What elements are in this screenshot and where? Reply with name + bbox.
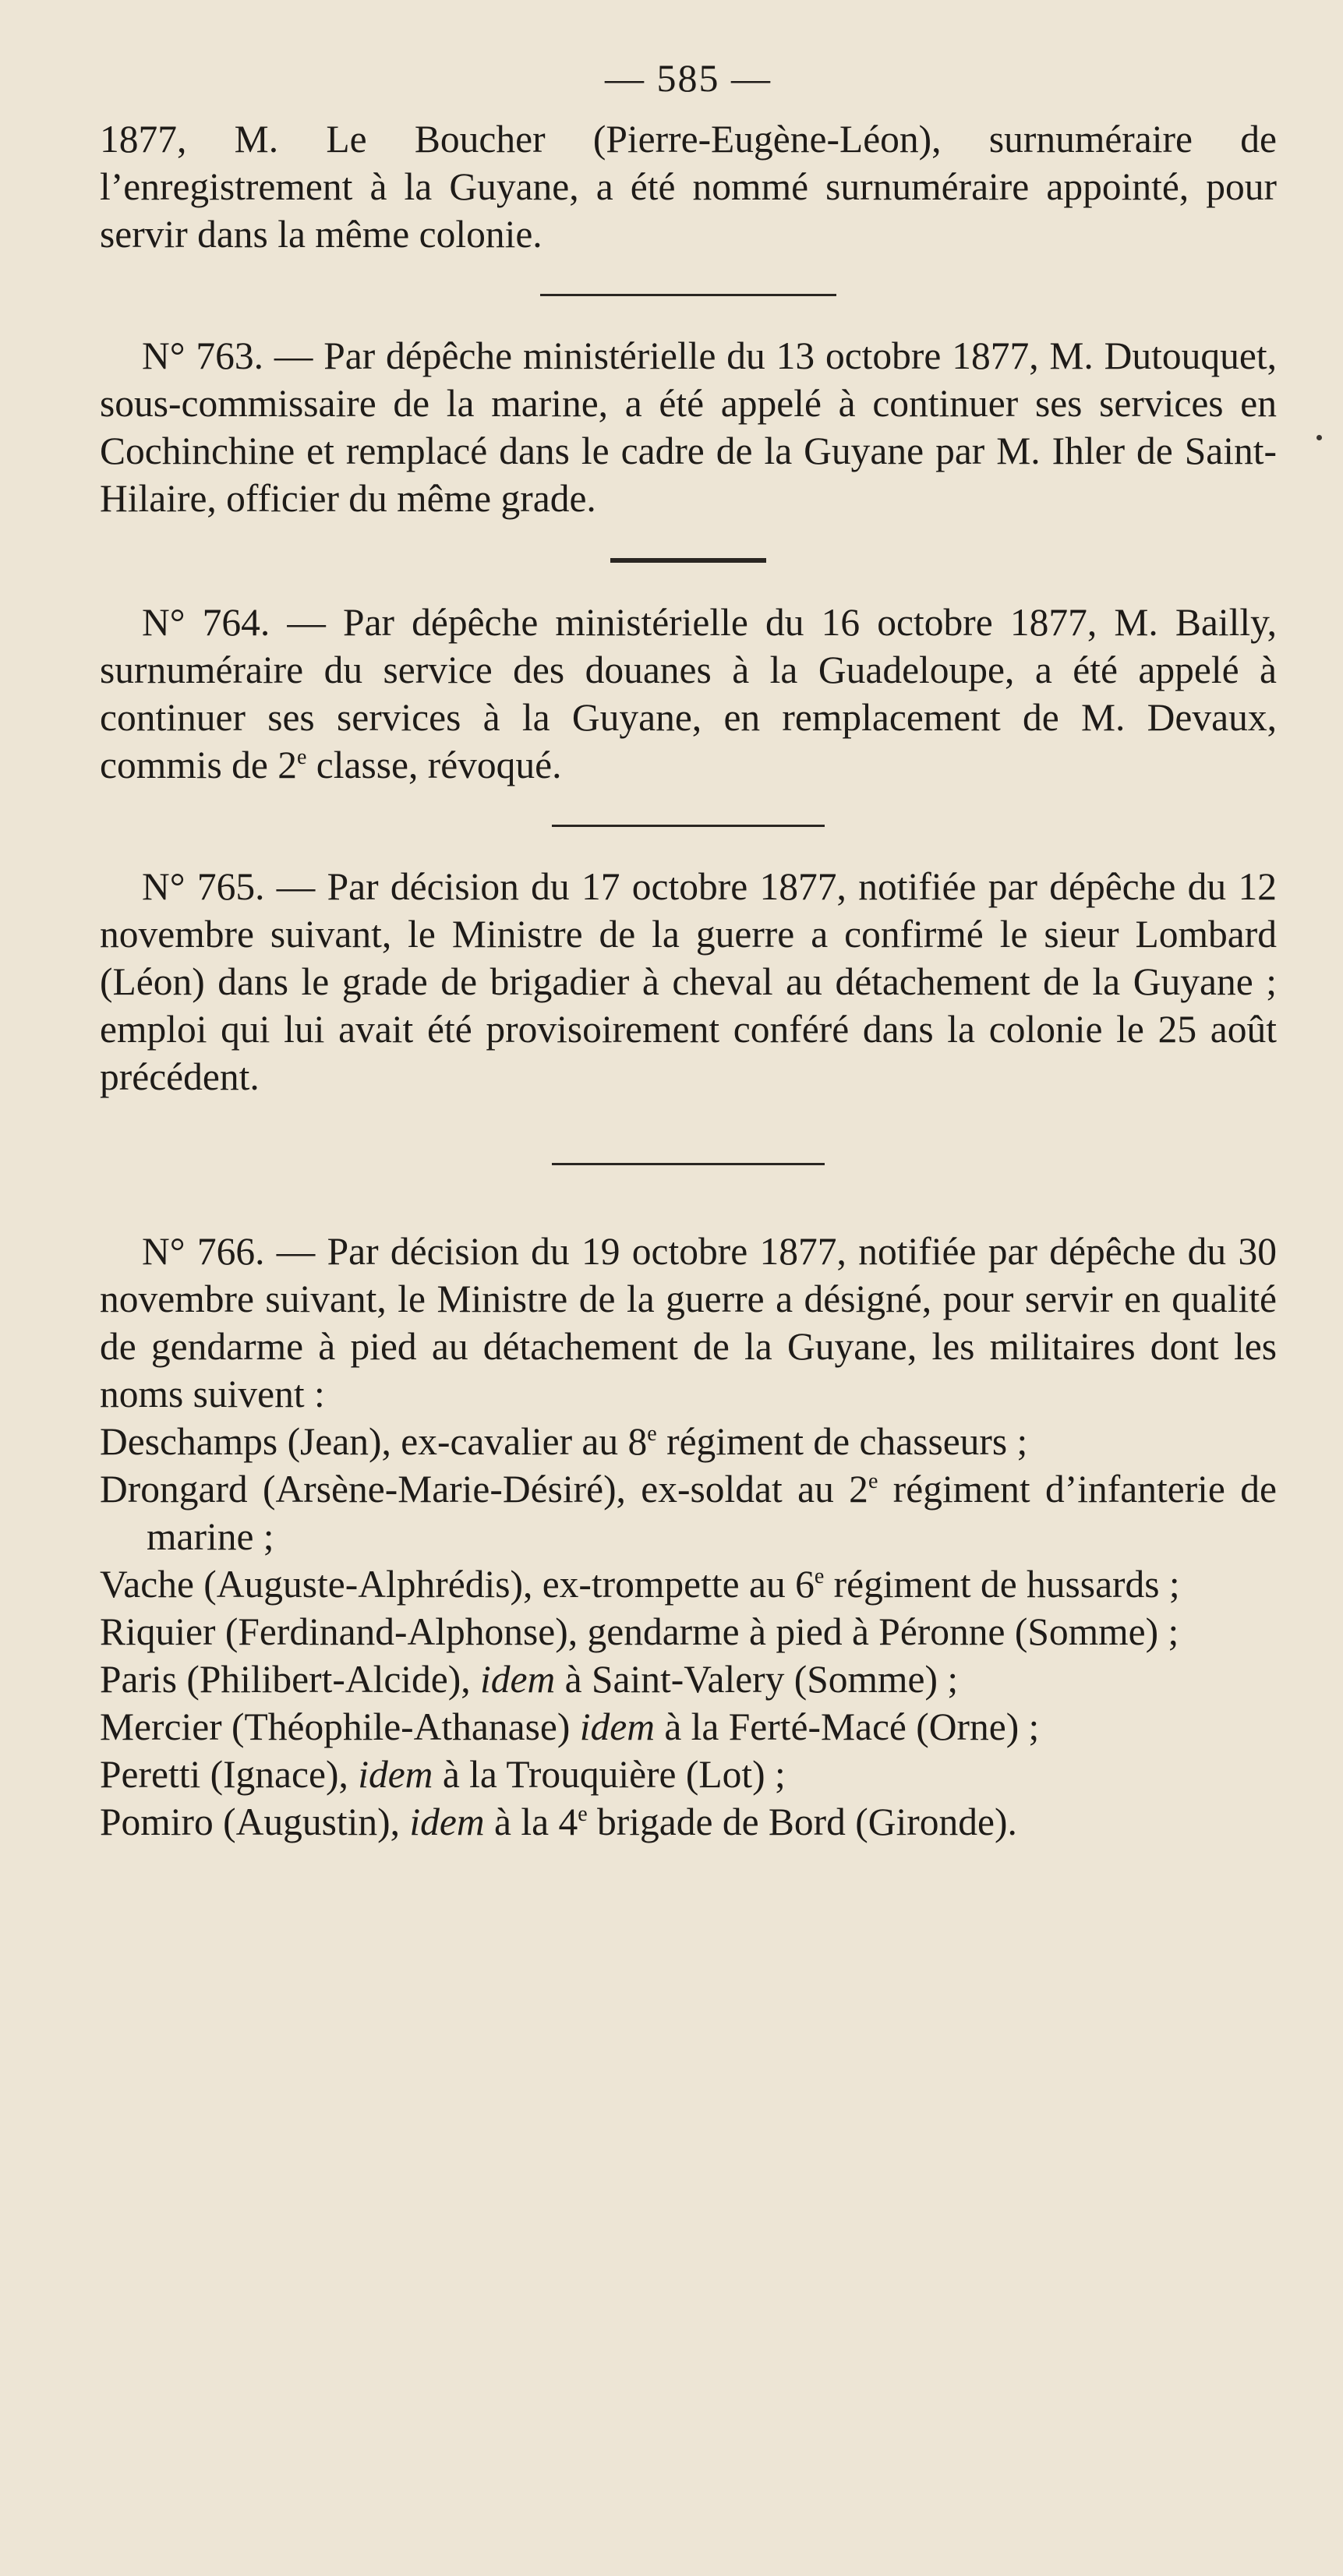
separator-rule [552,825,825,827]
paragraph-763: N° 763. — Par dépêche ministérielle du 13 octobre 1877, M. Dutouquet, sous-commissaire de la marine, a été appelé à continuer ses services en Cochinchine et remplacé dans le cadre de la Guyane par M. Ihler de Saint-Hilaire, officier du même grade. [100,334,1277,520]
list-item: Vache (Auguste-Alphrédis), ex-trompette au 6e régiment de hussards ; [100,1563,1180,1606]
separator-rule [610,558,766,563]
paragraph-765: N° 765. — Par décision du 17 octobre 1877, notifiée par dépêche du 12 novembre suivant, le Ministre de la guerre a confirmé le sieur Lombard (Léon) dans le grade de brigadier à cheval au détachement de la Guyane ; emploi qui lui avait été provisoirement conféré dans la colonie le 25 août précédent. [100,865,1277,1098]
list-item: Peretti (Ignace), idem à la Trouquière (Lot) ; [100,1753,786,1796]
separator-rule [540,294,836,296]
soldier-list [100,1418,1277,1846]
list-item: Mercier (Théophile-Athanase) idem à la Ferté-Macé (Orne) ; [100,1705,1040,1748]
separator-rule [552,1163,825,1165]
list-item: Pomiro (Augustin), idem à la 4e brigade de Bord (Gironde). [100,1800,1017,1843]
ink-speck [1316,435,1322,440]
list-item: Riquier (Ferdinand-Alphonse), gendarme à pied à Péronne (Somme) ; [100,1610,1179,1653]
list-item: Paris (Philibert-Alcide), idem à Saint-Valery (Somme) ; [100,1658,959,1701]
paragraph-766: N° 766. — Par décision du 19 octobre 1877, notifiée par dépêche du 30 novembre suivant, le Ministre de la guerre a désigné, pour servir en qualité de gendarme à pied au détachement de la Guyane, les militaires dont les noms suivent : [100,1230,1277,1415]
page-number: — 585 — [605,56,772,100]
paragraph-764: N° 764. — Par dépêche ministérielle du 16 octobre 1877, M. Bailly, surnuméraire du service des douanes à la Guadeloupe, a été appelé à continuer ses services à la Guyane, en remplacement de M. Devaux, commis de 2e classe, révoqué. [100,601,1277,786]
list-item: Drongard (Arsène-Marie-Désiré), ex-soldat au 2e régiment d’infanterie de marine ; [100,1468,1277,1558]
text-column [100,47,1277,1846]
list-item: Deschamps (Jean), ex-cavalier au 8e régiment de chasseurs ; [100,1420,1028,1463]
paragraph-continuation: 1877, M. Le Boucher (Pierre-Eugène-Léon), surnuméraire de l’enregistrement à la Guyane, a été nommé surnuméraire appointé, pour servir dans la même colonie. [100,118,1277,256]
